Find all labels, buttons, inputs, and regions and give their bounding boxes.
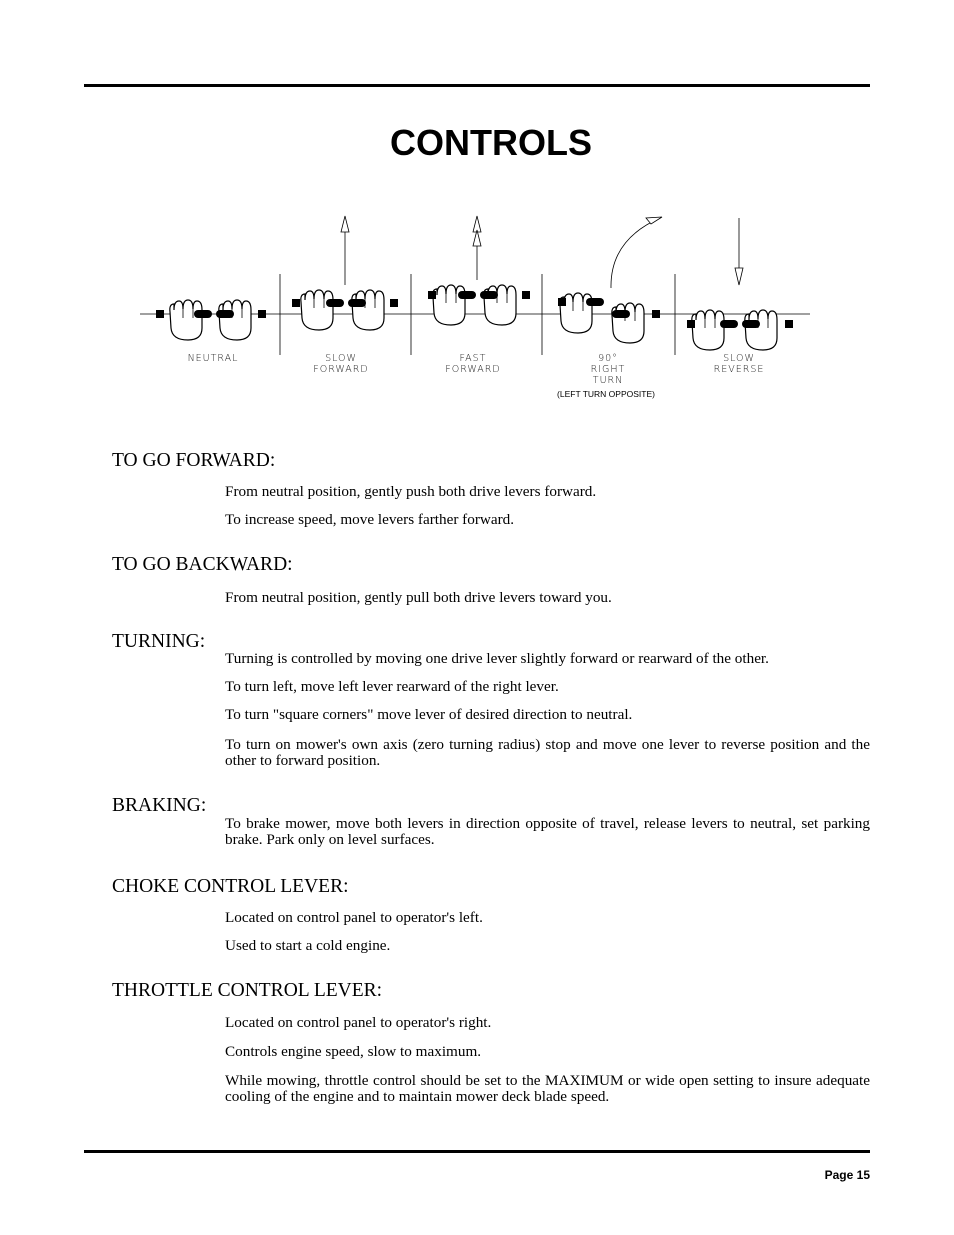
fast-forward-hands (428, 216, 530, 325)
label-slow-forward (281, 353, 401, 375)
label-line: SLOW (325, 353, 357, 364)
label-line: FORWARD (313, 364, 369, 375)
top-rule (84, 84, 870, 87)
bottom-rule (84, 1150, 870, 1153)
label-fast-forward (413, 353, 533, 375)
label-neutral (153, 353, 273, 364)
lever-diagram (140, 210, 820, 405)
label-line: RIGHT (590, 364, 626, 375)
page-number: Page 15 (824, 1168, 870, 1182)
label-line: 90° (598, 353, 618, 364)
heading-choke: CHOKE CONTROL LEVER: (112, 876, 349, 897)
label-line: SLOW (723, 353, 755, 364)
neutral-hands (156, 300, 266, 340)
heading-turning: TURNING: (112, 631, 206, 652)
forward-text-1: From neutral position, gently push both drive levers forward. (225, 483, 597, 500)
forward-text-2: To increase speed, move levers farther forward. (225, 511, 515, 528)
slow-forward-hands (292, 216, 398, 330)
label-slow-reverse (679, 353, 799, 375)
choke-text-1: Located on control panel to operator's left. (225, 909, 483, 926)
turning-text-1: Turning is controlled by moving one drive lever slightly forward or rearward of the other. (225, 650, 769, 667)
heading-braking: BRAKING: (112, 795, 207, 816)
heading-backward: TO GO BACKWARD: (112, 554, 293, 575)
throttle-text-2: Controls engine speed, slow to maximum. (225, 1043, 482, 1060)
throttle-text-3: While mowing, throttle control should be set to the MAXIMUM or wide open setting to insure adequate cooling of the engine and to maintain mower deck blade speed. (225, 1072, 870, 1105)
turning-text-2: To turn left, move left lever rearward of the right lever. (225, 678, 559, 695)
throttle-text-1: Located on control panel to operator's right. (225, 1014, 492, 1031)
lever-diagram-graphic (140, 210, 820, 405)
slow-reverse-hands (687, 218, 793, 350)
label-line: FAST (459, 353, 487, 364)
page-title: CONTROLS (390, 122, 592, 163)
choke-text-2: Used to start a cold engine. (225, 937, 391, 954)
label-line: TURN (592, 375, 624, 386)
label-line: NEUTRAL (187, 353, 239, 364)
left-turn-note: (LEFT TURN OPPOSITE) (557, 389, 655, 399)
braking-text-1: To brake mower, move both levers in direction opposite of travel, release levers to neutral, set parking brake. Park only on level surfaces. (225, 815, 870, 848)
turning-text-4: To turn on mower's own axis (zero turning radius) stop and move one lever to reverse position and the other to forward position. (225, 736, 870, 769)
turning-text-3: To turn "square corners" move lever of desired direction to neutral. (225, 706, 633, 723)
label-line: FORWARD (445, 364, 501, 375)
label-right-turn (548, 353, 668, 386)
heading-throttle: THROTTLE CONTROL LEVER: (112, 980, 383, 1001)
right-turn-hands (558, 217, 662, 343)
heading-forward: TO GO FORWARD: (112, 450, 276, 471)
backward-text-1: From neutral position, gently pull both drive levers toward you. (225, 589, 612, 606)
label-line: REVERSE (713, 364, 765, 375)
